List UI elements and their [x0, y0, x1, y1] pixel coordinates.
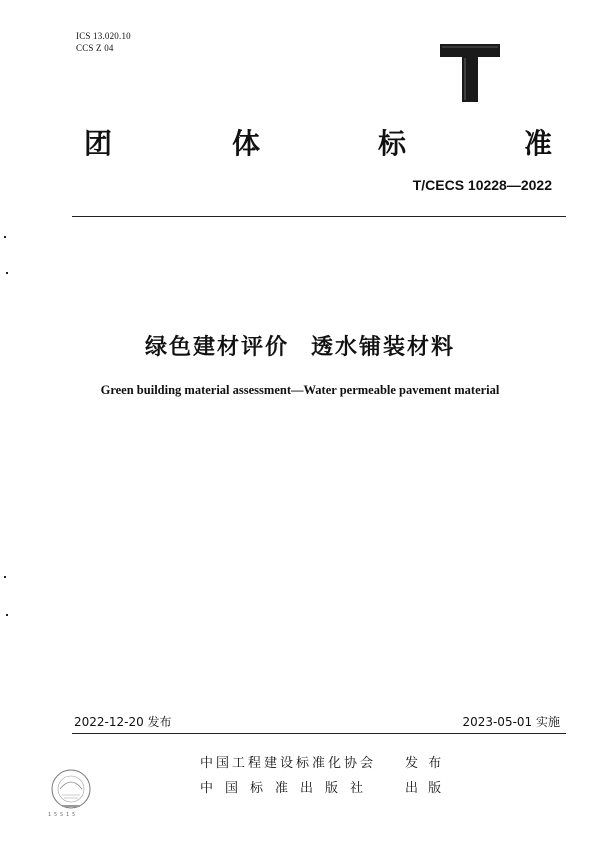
press-char: 国 [225, 781, 239, 796]
publishing-press [200, 777, 375, 796]
press-char: 中 [200, 781, 214, 796]
issuing-organization: 中国工程建设标准化协会 [200, 756, 377, 771]
bottom-divider [72, 733, 566, 734]
heading-char: 准 [524, 127, 555, 160]
margin-mark [6, 614, 8, 616]
group-standard-heading [84, 122, 558, 162]
press-char: 出 [300, 781, 314, 796]
top-divider [72, 216, 566, 217]
press-char: 准 [275, 781, 289, 796]
issue-date: 2022-12-20 发布 [74, 715, 172, 729]
classification-codes [76, 30, 131, 54]
heading-char: 标 [378, 127, 409, 160]
implementation-date: 2023-05-01 实施 [462, 715, 560, 729]
press-char: 标 [250, 781, 264, 796]
english-title: Green building material assessment—Water permeable pavement material [100, 383, 500, 397]
ics-code: ICS 13.020.10 [76, 31, 131, 41]
heading-char: 团 [84, 127, 115, 160]
t-standard-logo [440, 44, 500, 102]
margin-mark [4, 236, 6, 238]
ccs-code: CCS Z 04 [76, 43, 114, 53]
standard-number: T/CECS 10228—2022 [412, 177, 552, 193]
chinese-title [0, 330, 600, 361]
heading-char: 体 [232, 127, 263, 160]
press-char: 社 [350, 781, 364, 796]
margin-mark [4, 576, 6, 578]
chinese-title-part1: 绿色建材评价 [144, 335, 289, 360]
press-action: 出 版 [405, 781, 445, 796]
seal-small-text: 1 5 S 1 5 [48, 812, 76, 818]
issuer-action: 发 布 [405, 756, 445, 771]
margin-mark [6, 272, 8, 274]
chinese-title-part2: 透水铺装材料 [311, 335, 456, 360]
press-char: 版 [325, 781, 339, 796]
